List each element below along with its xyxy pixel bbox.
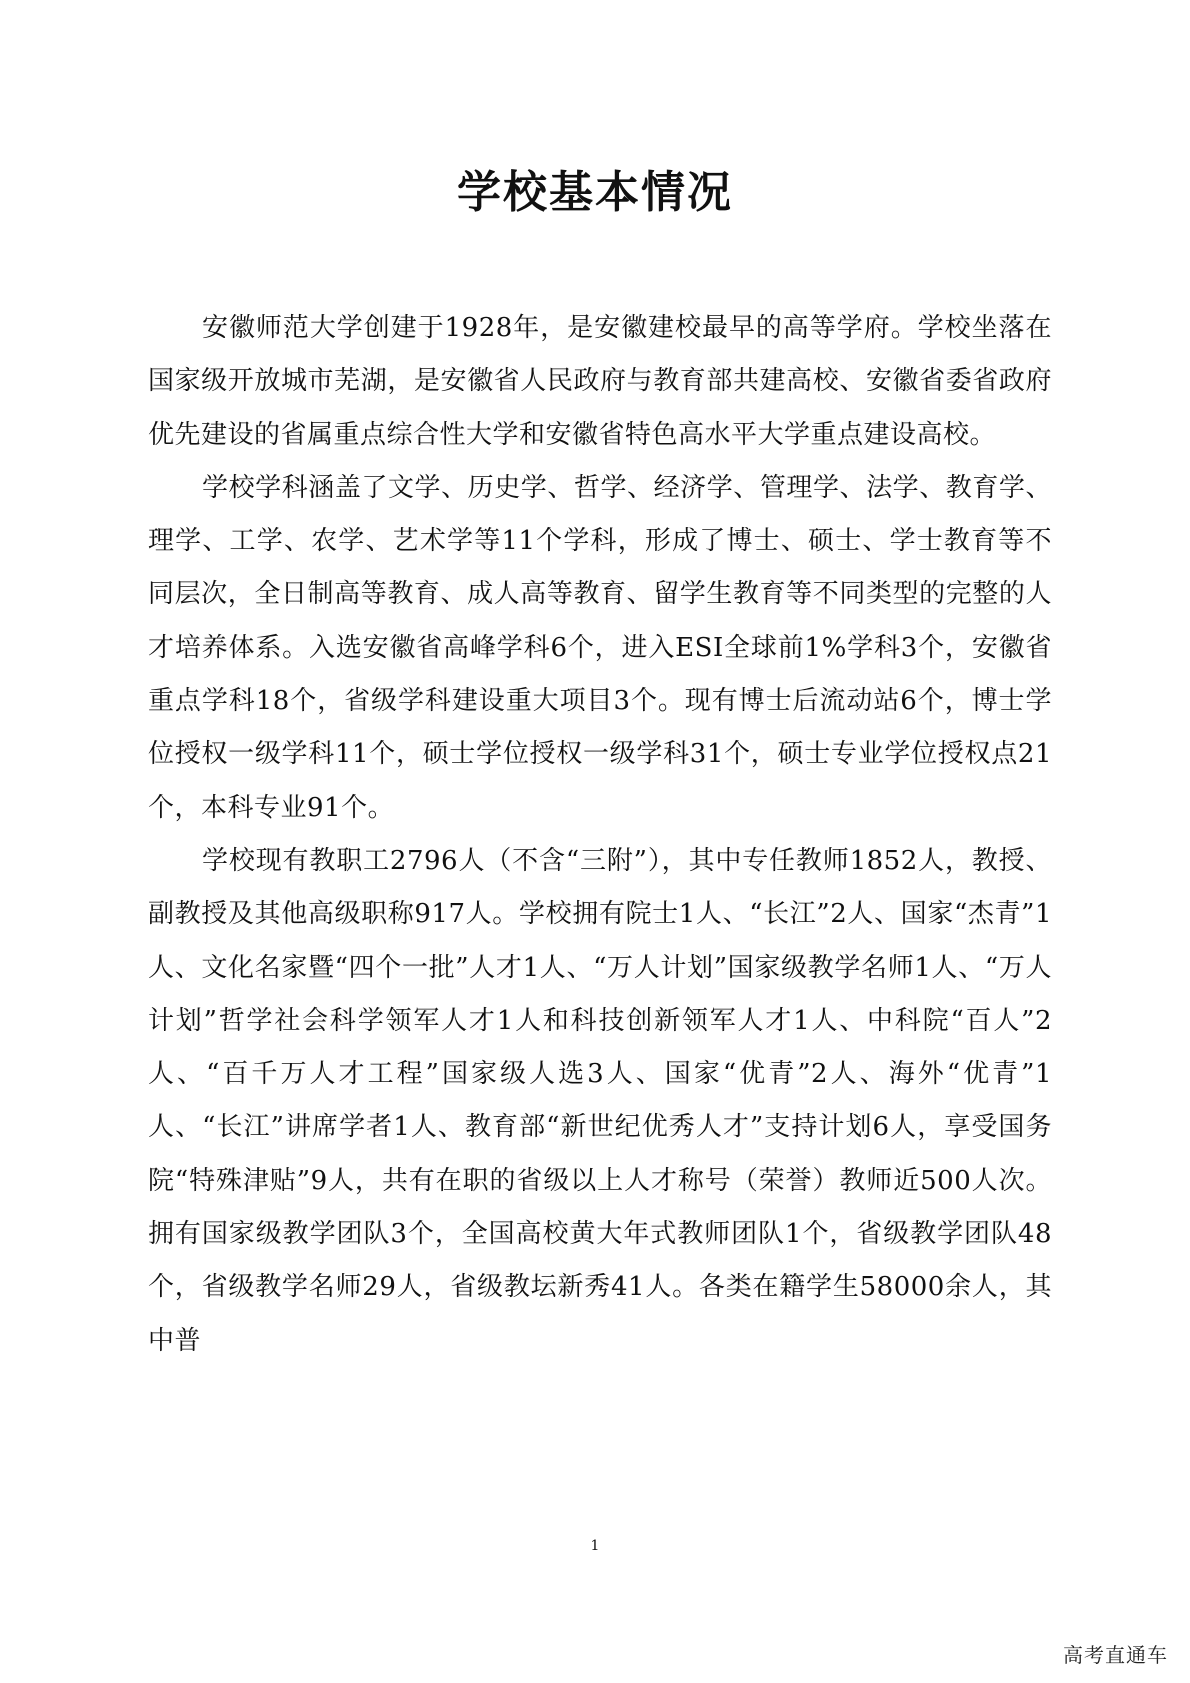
paragraph-disciplines: 学校学科涵盖了文学、历史学、哲学、经济学、管理学、法学、教育学、理学、工学、农学、艺术学等11个学科，形成了博士、硕士、学士教育等不同层次，全日制高等教育、成人高等教育、留学生教育等不同类型的完整的人才培养体系。入选安徽省高峰学科6个，进入ESI全球前1%学科3个，安徽省重点学科18个，省级学科建设重大项目3个。现有博士后流动站6个，博士学位授权一级学科11个，硕士学位授权一级学科31个，硕士专业学位授权点21个，本科专业91个。 bbox=[148, 472, 1052, 823]
page-number: 1 bbox=[590, 1538, 600, 1554]
document-title: 学校基本情况 bbox=[457, 167, 733, 218]
document-body bbox=[148, 302, 1052, 1368]
paragraph-faculty: 学校现有教职工2796人（不含“三附”），其中专任教师1852人，教授、副教授及其他高级职称917人。学校拥有院士1人、“长江”2人、国家“杰青”1人、文化名家暨“四个一批”人才1人、“万人计划”国家级教学名师1人、“万人计划”哲学社会科学领军人才1人和科技创新领军人才1人、中科院“百人”2人、“百千万人才工程”国家级人选3人、国家“优青”2人、海外“优青”1人、“长江”讲席学者1人、教育部“新世纪优秀人才”支持计划6人，享受国务院“特殊津贴”9人，共有在职的省级以上人才称号（荣誉）教师近500人次。拥有国家级教学团队3个，全国高校黄大年式教师团队1个，省级教学团队48个，省级教学名师29人，省级教坛新秀41人。各类在籍学生58000余人，其中普 bbox=[148, 845, 1052, 1356]
paragraph-school-intro: 安徽师范大学创建于1928年，是安徽建校最早的高等学府。学校坐落在国家级开放城市芜湖，是安徽省人民政府与教育部共建高校、安徽省委省政府优先建设的省属重点综合性大学和安徽省特色高水平大学重点建设高校。 bbox=[148, 313, 1052, 450]
watermark-text: 高考直通车 bbox=[1063, 1643, 1168, 1667]
